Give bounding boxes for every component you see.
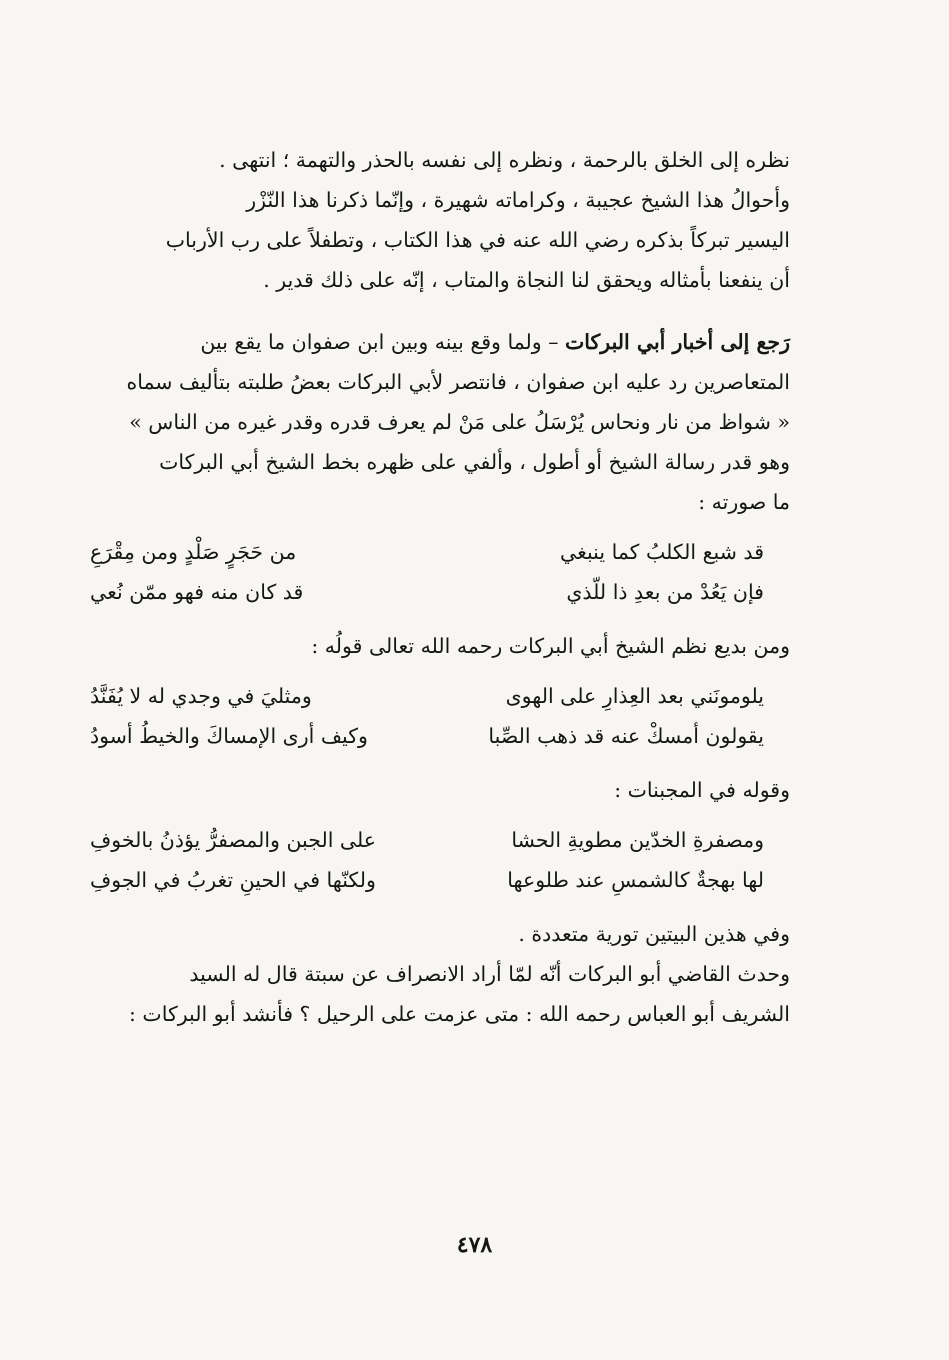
second-hemistich: من حَجَرٍ صَلْدٍ ومن مِقْرَعِ	[90, 540, 297, 564]
second-hemistich: على الجبن والمصفرُّ يؤذنُ بالخوفِ	[90, 828, 377, 852]
first-hemistich: ومصفرةِ الخدّين مطويةِ الحشا	[511, 828, 764, 852]
first-hemistich: يقولون أمسكْ عنه قد ذهب الصِّبا	[488, 724, 764, 748]
second-hemistich: وكيف أرى الإمساكَ والخيطُ أسودُ	[90, 724, 368, 748]
text-line: المتعاصرين رد عليه ابن صفوان ، فانتصر لأبي البركات بعضُ طلبته بتأليف سماه	[126, 370, 790, 394]
poem-intro: وقوله في المجبنات :	[614, 778, 790, 802]
text-line	[90, 322, 790, 362]
second-hemistich: ومثليَ في وجدي له لا يُفَنَّدُ	[90, 684, 312, 708]
first-hemistich: فإن يَعُدْ من بعدِ ذا للّذي	[566, 580, 764, 604]
text-line: ما صورته :	[698, 490, 790, 514]
text-line: وأحوالُ هذا الشيخ عجيبة ، وكراماته شهيرة ، وإنّما ذكرنا هذا النّزْر	[246, 188, 790, 212]
text-line: وهو قدر رسالة الشيخ أو أطول ، وألفي على ظهره بخط الشيخ أبي البركات	[159, 450, 790, 474]
poem-intro: ومن بديع نظم الشيخ أبي البركات رحمه الله تعالى قولُه :	[311, 634, 790, 658]
text-line: « شواظ من نار ونحاس يُرْسَلُ على مَنْ لم يعرف قدره وقدر غيره من الناس »	[129, 410, 790, 434]
verse	[90, 532, 790, 572]
text-line: أن ينفعنا بأمثاله ويحقق لنا النجاة والمتاب ، إنّه على ذلك قدير .	[263, 268, 790, 292]
first-hemistich: يلومونَني بعد العِذارِ على الهوى	[505, 684, 764, 708]
verse	[90, 676, 790, 716]
first-hemistich: لها بهجةٌ كالشمسِ عند طلوعها	[507, 868, 764, 892]
verse	[90, 716, 790, 756]
poem-1	[90, 532, 790, 612]
paragraph-4	[90, 954, 790, 1034]
note-line: وفي هذين البيتين تورية متعددة .	[518, 922, 790, 946]
paragraph-1	[90, 140, 790, 180]
text-line: الشريف أبو العباس رحمه الله : متى عزمت على الرحيل ؟ فأنشد أبو البركات :	[129, 1002, 790, 1026]
page-body	[90, 140, 790, 1034]
second-hemistich: ولكنّها في الحينِ تغربُ في الجوفِ	[90, 868, 376, 892]
poem-2	[90, 676, 790, 756]
verse	[90, 572, 790, 612]
verse	[90, 860, 790, 900]
section-heading: رَجع إلى أخبار أبي البركات	[565, 330, 790, 354]
second-hemistich: قد كان منه فهو ممّن نُعي	[90, 580, 304, 604]
text-line: اليسير تبركاً بذكره رضي الله عنه في هذا الكتاب ، وتطفلاً على رب الأرباب	[165, 228, 790, 252]
text-run: – ولما وقع بينه وبين ابن صفوان ما يقع بين	[200, 330, 565, 354]
first-hemistich: قد شبع الكلبُ كما ينبغي	[560, 540, 764, 564]
poem-3	[90, 820, 790, 900]
page-number: ٤٧٨	[456, 1232, 493, 1258]
paragraph-2	[90, 180, 790, 300]
paragraph-3	[90, 322, 790, 522]
verse	[90, 820, 790, 860]
text-line: وحدث القاضي أبو البركات أنّه لمّا أراد الانصراف عن سبتة قال له السيد	[189, 962, 790, 986]
text-line: نظره إلى الخلق بالرحمة ، ونظره إلى نفسه بالحذر والتهمة ؛ انتهى .	[219, 148, 790, 172]
